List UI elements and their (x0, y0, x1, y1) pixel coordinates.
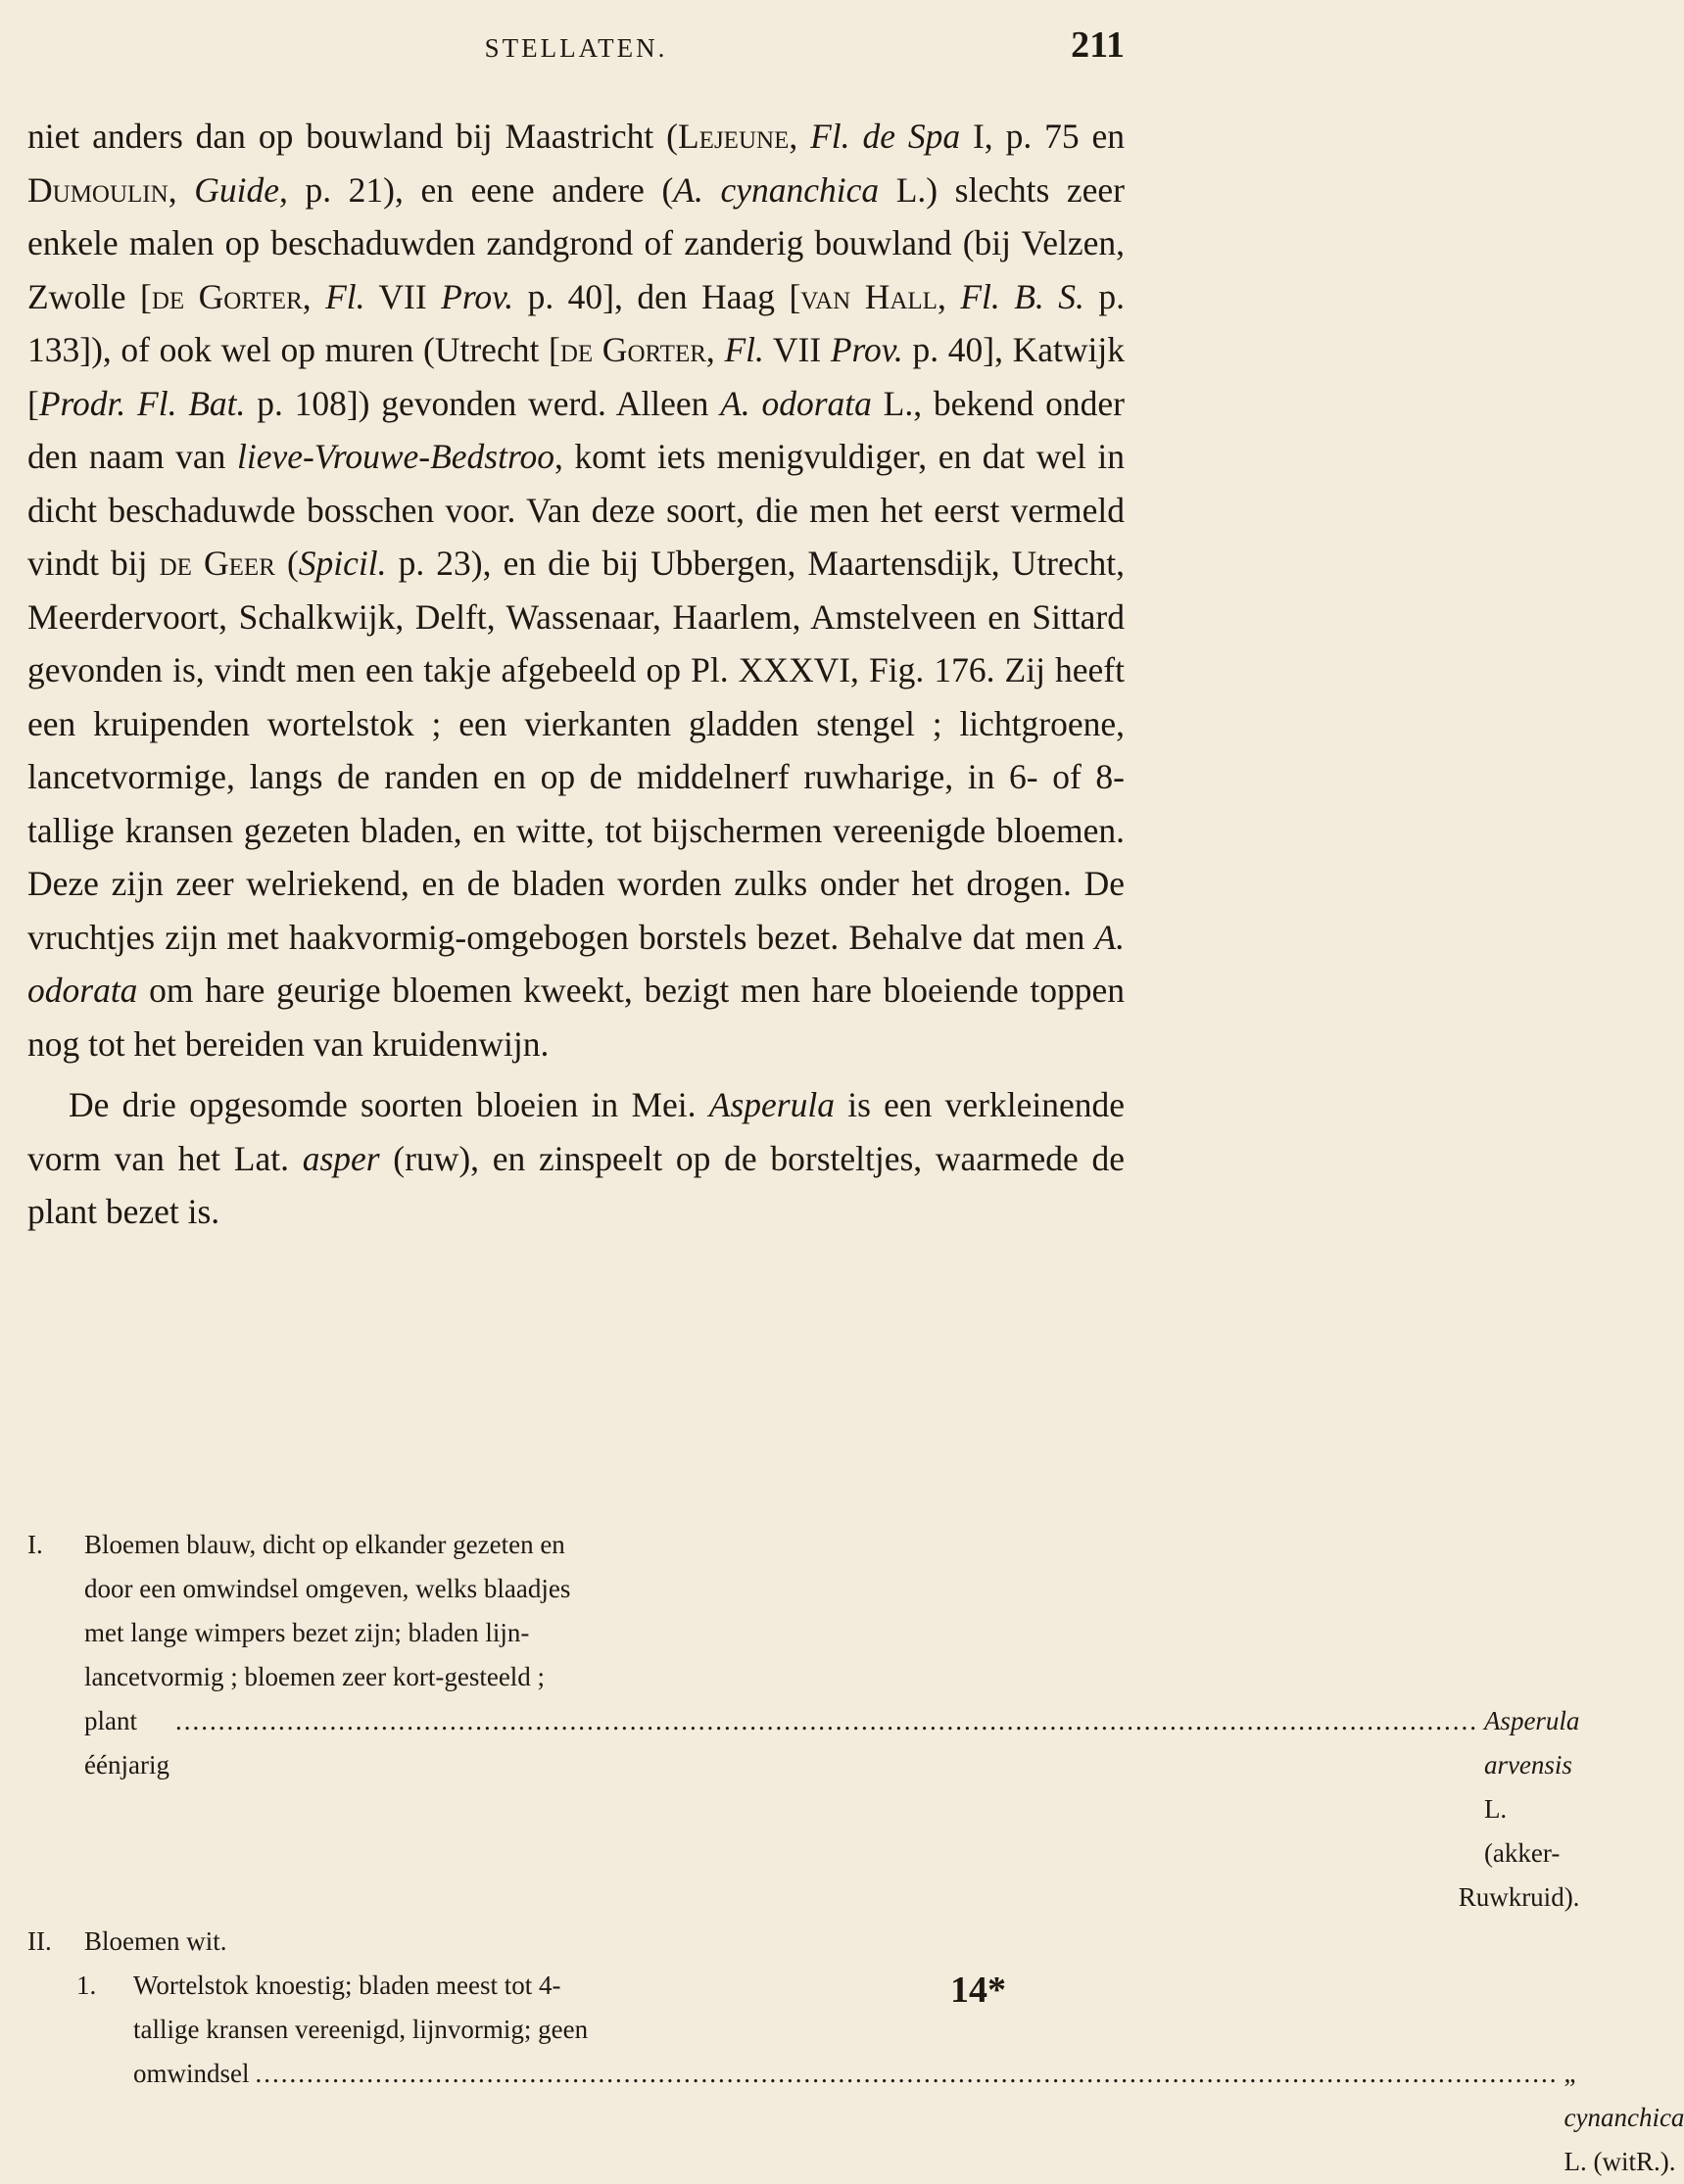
dot-leader (175, 1699, 1478, 1743)
author-name: de Geer (160, 544, 275, 583)
text-run: p. 108]) gevonden werd. Alleen (245, 384, 720, 423)
text-run: L., bekend onder den naam van (27, 384, 1125, 477)
latin-word: asper (303, 1139, 380, 1178)
key-line: Wortelstok knoestig; bladen meest tot 4- (133, 1964, 1684, 2008)
citation-title: Prov. (441, 277, 513, 316)
author-name: Dumoulin (27, 170, 168, 210)
author-name: de Gorter (152, 277, 303, 316)
citation-title: Spicil. (299, 544, 387, 583)
text-run: L.) slechts zeer enkele malen op beschaduwden zandgrond of zanderig bouwland (bij Velzen, Zwolle [ (27, 170, 1125, 316)
text-run: (ruw), en zinspeelt op de borsteltjes, waarmede de plant bezet is. (27, 1139, 1125, 1232)
dot-leader (256, 2052, 1559, 2096)
identification-key (27, 1523, 1125, 2184)
paragraph (27, 110, 1125, 1070)
species-name: A. odorata (720, 384, 872, 423)
citation-title: Prodr. Fl. Bat. (39, 384, 246, 423)
key-marker: II. (27, 1920, 84, 1964)
taxon-name: Asperula arvensis (1484, 1706, 1580, 1780)
citation-title: Fl. B. S. (960, 277, 1084, 316)
species-name: A. odorata (27, 918, 1125, 1011)
citation-title: Fl. (724, 330, 763, 369)
running-title: STELLATEN. (27, 33, 1125, 64)
text-run: is een verkleinende vorm van het Lat. (27, 1085, 1125, 1178)
body-text (27, 110, 1125, 1239)
key-result (1484, 1699, 1580, 1875)
key-entry-i (27, 1523, 1125, 1920)
text-run: ( (275, 544, 299, 583)
citation-title: Guide (194, 170, 279, 210)
author-name: van Hall (800, 277, 938, 316)
key-result (1564, 2052, 1684, 2184)
text-run: niet anders dan op bouwland bij Maastricht ( (27, 117, 678, 156)
key-line: Bloemen blauw, dicht op elkander gezeten en (84, 1523, 1579, 1567)
key-line: lancetvormig ; bloemen zeer kort-gesteeld ; (84, 1655, 1579, 1699)
key-entry-ii (27, 1920, 1125, 1964)
key-line: tallige kransen vereenigd, lijnvormig; geen (133, 2008, 1684, 2052)
citation-title: Prov. (831, 330, 903, 369)
page-header (27, 22, 1125, 71)
paragraph (27, 1078, 1125, 1239)
text-run: VII (764, 330, 831, 369)
text-run: p. 23), en die bij Ubbergen, Maartensdijk, Utrecht, Meerdervoort, Schalkwijk, Delft, Wassenaar, Haarlem, Amstelveen en Sittard gevonden is, vindt men een takje afgebeeld op Pl. XXXVI, Fig. 176. Zij heeft een kruipenden wortelstok ; een vierkanten gladden stengel ; lichtgroene, lancetvormige, langs de randen en op de middelnerf ruwharige, in 6- of 8-tallige kransen gezeten bladen, en witte, tot bijschermen vereenigde bloemen. Deze zijn zeer welriekend, en de bladen worden zulks onder het drogen. De vruchtjes zijn met haakvormig-omgebogen borstels bezet. Behalve dat men (27, 544, 1125, 957)
key-result-line (133, 2052, 1684, 2184)
text-run: , (706, 330, 725, 369)
page-number: 211 (1071, 24, 1125, 67)
key-line: door een omwindsel omgeven, welks blaadjes (84, 1567, 1579, 1611)
text-run: , (789, 117, 810, 156)
key-result-line (84, 1699, 1579, 1875)
signature-mark: 14* (950, 1969, 1006, 2012)
author-name: Lejeune (678, 117, 789, 156)
key-line: plant éénjarig (84, 1699, 169, 1787)
key-line: omwindsel (133, 2052, 250, 2096)
taxon-author: L. (akker- (1484, 1794, 1560, 1868)
text-run: , (168, 170, 195, 210)
key-line: met lange wimpers bezet zijn; bladen lijn- (84, 1611, 1579, 1655)
citation-title: Fl. (325, 277, 364, 316)
taxon-author: L. (witR.). (1564, 2147, 1676, 2176)
ditto-mark: „ (1564, 2059, 1576, 2088)
citation-title: Fl. de Spa (810, 117, 960, 156)
vernacular-name: lieve-Vrouwe-Bedstroo (237, 437, 554, 476)
key-entry-body (133, 1964, 1684, 2184)
key-continuation: Ruwkruid). (84, 1875, 1579, 1920)
text-run: p. 40], Katwijk [ (27, 330, 1125, 423)
key-entry-body (84, 1523, 1579, 1920)
text-run: p. 40], den Haag [ (513, 277, 800, 316)
text-run: p. 133]), of ook wel op muren (Utrecht [ (27, 277, 1125, 370)
taxon-name: cynanchica (1564, 2103, 1684, 2132)
genus-name: Asperula (709, 1085, 835, 1124)
text-run: , (303, 277, 325, 316)
key-marker: I. (27, 1523, 84, 1567)
text-run: , komt iets menigvuldiger, en dat wel in dicht beschaduwde bosschen voor. Van deze soort, die men het eerst vermeld vindt bij (27, 437, 1125, 583)
text-run: om hare geurige bloemen kweekt, bezigt men hare bloeiende toppen nog tot het bereiden van kruidenwijn. (27, 971, 1125, 1064)
text-run: I, p. 75 en (960, 117, 1125, 156)
key-marker: 1. (76, 1964, 133, 2008)
author-name: de Gorter (560, 330, 706, 369)
key-line: Bloemen wit. (84, 1920, 1125, 1964)
text-run: , p. 21), en eene andere ( (279, 170, 673, 210)
text-run: VII (365, 277, 442, 316)
text-run: , (938, 277, 960, 316)
species-name: A. cynanchica (673, 170, 879, 210)
text-run: De drie opgesomde soorten bloeien in Mei. (69, 1085, 709, 1124)
